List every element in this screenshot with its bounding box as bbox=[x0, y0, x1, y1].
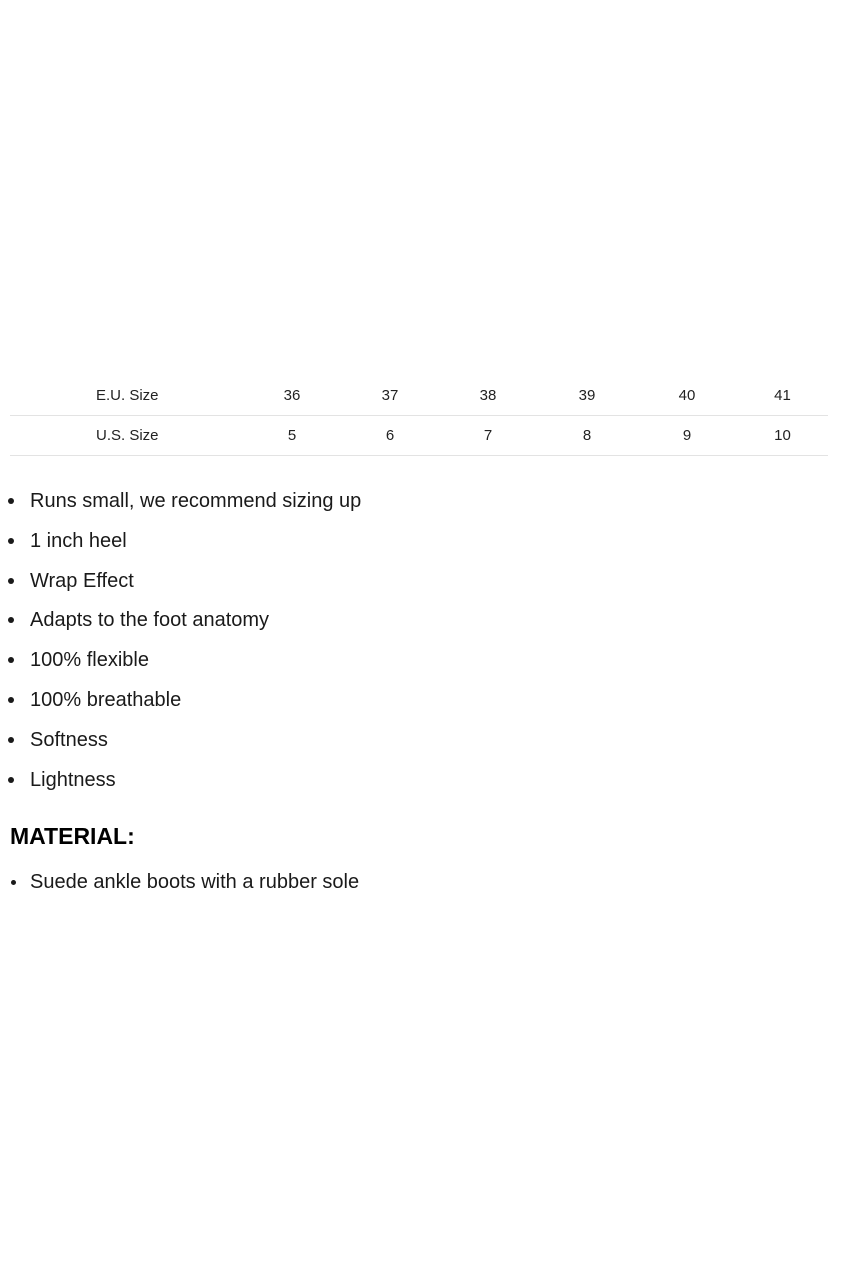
feature-item bbox=[0, 561, 840, 601]
feature-text: Softness bbox=[30, 728, 108, 751]
feature-text: Wrap Effect bbox=[30, 569, 134, 592]
bullet-icon bbox=[8, 578, 14, 584]
feature-text: 1 inch heel bbox=[30, 529, 127, 552]
bullet-icon bbox=[8, 737, 14, 743]
eu-size-cell: 40 bbox=[637, 376, 737, 416]
us-size-row bbox=[10, 416, 828, 456]
eu-size-label: E.U. Size bbox=[10, 376, 243, 416]
eu-size-row bbox=[10, 376, 828, 416]
feature-item bbox=[0, 521, 840, 561]
us-size-cell: 9 bbox=[637, 416, 737, 456]
us-size-cell: 7 bbox=[439, 416, 537, 456]
eu-size-cell: 39 bbox=[537, 376, 637, 416]
bullet-icon bbox=[8, 697, 14, 703]
feature-item bbox=[0, 760, 840, 800]
bullet-icon bbox=[8, 498, 14, 504]
feature-text: Lightness bbox=[30, 768, 116, 791]
us-size-cell: 5 bbox=[243, 416, 341, 456]
feature-item bbox=[0, 481, 840, 521]
feature-item bbox=[0, 640, 840, 680]
feature-text: Runs small, we recommend sizing up bbox=[30, 490, 362, 512]
size-chart-table bbox=[10, 376, 828, 456]
us-size-cell: 10 bbox=[737, 416, 828, 456]
bullet-icon bbox=[11, 880, 16, 885]
material-list bbox=[0, 862, 840, 902]
feature-text: 100% breathable bbox=[30, 688, 182, 711]
feature-text: 100% flexible bbox=[30, 649, 149, 672]
bullet-icon bbox=[8, 538, 14, 544]
us-size-label: U.S. Size bbox=[10, 416, 243, 456]
bullet-icon bbox=[8, 777, 14, 783]
bullet-icon bbox=[8, 617, 14, 623]
eu-size-cell: 38 bbox=[439, 376, 537, 416]
eu-size-cell: 36 bbox=[243, 376, 341, 416]
us-size-cell: 6 bbox=[341, 416, 439, 456]
eu-size-cell: 37 bbox=[341, 376, 439, 416]
us-size-cell: 8 bbox=[537, 416, 637, 456]
material-text: Suede ankle boots with a rubber sole bbox=[30, 871, 360, 893]
feature-text: Adapts to the foot anatomy bbox=[30, 609, 270, 632]
material-heading: MATERIAL: bbox=[10, 823, 135, 849]
bullet-icon bbox=[8, 657, 14, 663]
feature-item bbox=[0, 720, 840, 760]
material-item bbox=[0, 862, 840, 902]
eu-size-cell: 41 bbox=[737, 376, 828, 416]
feature-item bbox=[0, 600, 840, 640]
feature-item bbox=[0, 680, 840, 720]
feature-list bbox=[0, 481, 840, 799]
